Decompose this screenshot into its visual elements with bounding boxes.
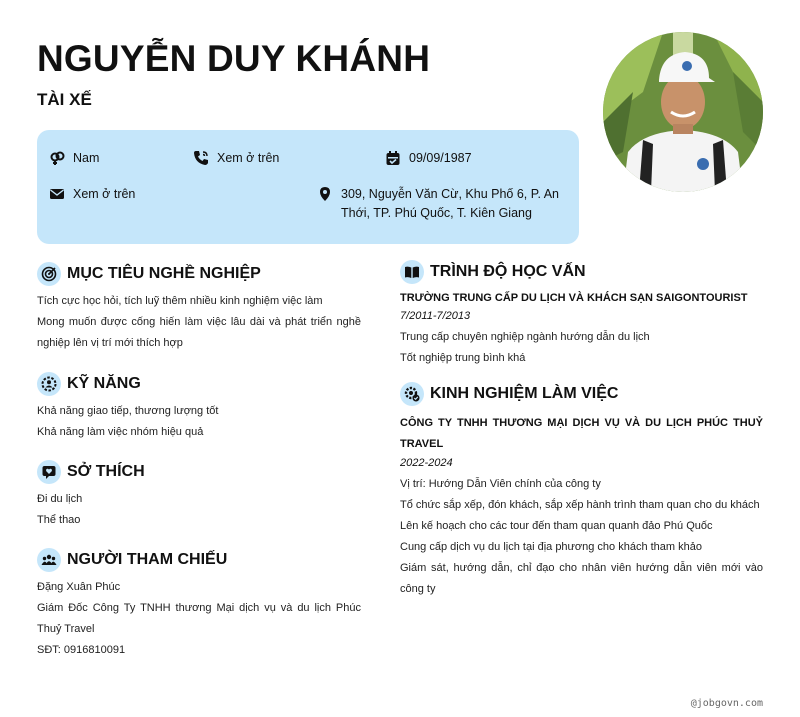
references-section bbox=[37, 547, 361, 661]
email-value: Xem ở trên bbox=[73, 187, 136, 201]
objective-line: Mong muốn được cống hiến làm việc lâu dài và phát triển nghề nghiệp lên vị trí mới thích hợp bbox=[37, 316, 361, 349]
section-title: TRÌNH ĐỘ HỌC VẤN bbox=[430, 263, 586, 280]
experience-line: Giám sát, hướng dẫn, chỉ đạo cho nhân viên hướng dẫn viên mới vào công ty bbox=[400, 562, 763, 595]
hobby-line: Đi du lịch bbox=[37, 493, 83, 505]
experience-line: Tổ chức sắp xếp, đón khách, sắp xếp hành trình tham quan cho du khách bbox=[400, 499, 760, 511]
gear-person-icon bbox=[37, 372, 61, 396]
education-line: Tốt nghiệp trung bình khá bbox=[400, 352, 526, 364]
envelope-icon bbox=[49, 186, 65, 202]
experience-line: Cung cấp dịch vụ du lịch tại địa phương cho khách tham khảo bbox=[400, 541, 702, 553]
job-title: TÀI XẾ bbox=[37, 90, 92, 109]
location-pin-icon bbox=[317, 186, 333, 202]
experience-section bbox=[400, 381, 763, 600]
phone-item bbox=[193, 149, 279, 168]
heart-message-icon bbox=[37, 460, 61, 484]
skills-section bbox=[37, 371, 361, 443]
skill-line: Khả năng giao tiếp, thương lượng tốt bbox=[37, 405, 219, 417]
gender-item bbox=[49, 149, 99, 168]
birthday-item bbox=[385, 149, 472, 168]
section-title: MỤC TIÊU NGHỀ NGHIỆP bbox=[67, 265, 261, 282]
education-line: Trung cấp chuyên nghiệp ngành hướng dẫn du lịch bbox=[400, 331, 650, 343]
email-item bbox=[49, 185, 135, 204]
objective-section bbox=[37, 261, 361, 354]
address-item bbox=[317, 185, 567, 223]
experience-period: 2022-2024 bbox=[400, 457, 453, 469]
section-title: KỸ NĂNG bbox=[67, 375, 141, 392]
section-title: NGƯỜI THAM CHIẾU bbox=[67, 551, 228, 568]
reference-line: Giám Đốc Công Ty TNHH thương Mại dịch vụ và du lịch Phúc Thuỷ Travel bbox=[37, 602, 361, 635]
birthday-value: 09/09/1987 bbox=[409, 151, 472, 165]
education-period: 7/2011-7/2013 bbox=[400, 310, 471, 322]
phone-value: Xem ở trên bbox=[217, 151, 280, 165]
phone-icon bbox=[193, 150, 209, 166]
gender-icon bbox=[49, 150, 65, 166]
company-name: CÔNG TY TNHH THƯƠNG MẠI DỊCH VỤ VÀ DU LỊCH PHÚC THUỶ TRAVEL bbox=[400, 417, 763, 450]
people-group-icon bbox=[37, 548, 61, 572]
skill-line: Khả năng làm việc nhóm hiệu quả bbox=[37, 426, 204, 438]
target-icon bbox=[37, 262, 61, 286]
address-value: 309, Nguyễn Văn Cừ, Khu Phố 6, P. An Thới, TP. Phú Quốc, T. Kiên Giang bbox=[341, 187, 560, 220]
section-title: SỞ THÍCH bbox=[67, 463, 145, 480]
section-title: KINH NGHIỆM LÀM VIỆC bbox=[430, 385, 619, 402]
reference-line: SĐT: 0916810091 bbox=[37, 644, 126, 656]
experience-line: Vị trí: Hướng Dẫn Viên chính của công ty bbox=[400, 478, 601, 490]
hobby-line: Thể thao bbox=[37, 514, 81, 526]
education-section bbox=[400, 259, 763, 369]
school-name: TRƯỜNG TRUNG CẤP DU LỊCH VÀ KHÁCH SẠN SAIGONTOURIST bbox=[400, 292, 748, 304]
contact-info-box bbox=[37, 130, 579, 244]
experience-line: Lên kế hoạch cho các tour đến tham quan quanh đảo Phú Quốc bbox=[400, 520, 713, 532]
profile-photo bbox=[603, 32, 763, 192]
candidate-name: NGUYỄN DUY KHÁNH bbox=[37, 38, 431, 79]
objective-line: Tích cực học hỏi, tích luỹ thêm nhiều kinh nghiệm việc làm bbox=[37, 295, 323, 307]
hobbies-section bbox=[37, 459, 361, 531]
book-icon bbox=[400, 260, 424, 284]
calendar-icon bbox=[385, 150, 401, 166]
reference-line: Đặng Xuân Phúc bbox=[37, 581, 121, 593]
watermark: @jobgovn.com bbox=[690, 698, 763, 709]
gender-value: Nam bbox=[73, 151, 100, 165]
gear-check-icon bbox=[400, 382, 424, 406]
